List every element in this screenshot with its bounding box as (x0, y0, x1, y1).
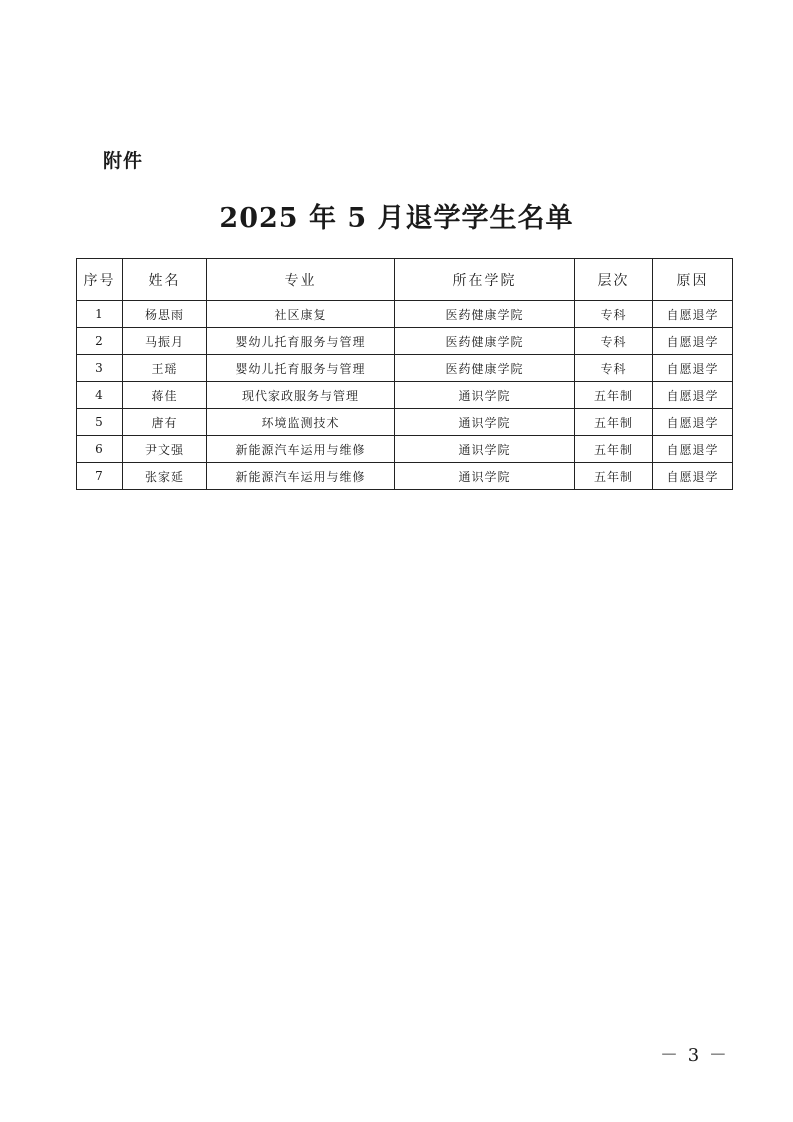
table-header-row (77, 259, 733, 301)
cell-college: 通识学院 (395, 463, 575, 490)
table-row (77, 463, 733, 490)
cell-level: 专科 (575, 328, 653, 355)
cell-name: 尹文强 (123, 436, 207, 463)
cell-reason: 自愿退学 (653, 409, 733, 436)
cell-reason: 自愿退学 (653, 301, 733, 328)
cell-index: 4 (77, 382, 123, 409)
cell-college: 通识学院 (395, 382, 575, 409)
cell-level: 五年制 (575, 436, 653, 463)
cell-college: 医药健康学院 (395, 301, 575, 328)
cell-major: 现代家政服务与管理 (207, 382, 395, 409)
cell-level: 五年制 (575, 463, 653, 490)
cell-level: 专科 (575, 301, 653, 328)
cell-name: 马振月 (123, 328, 207, 355)
cell-name: 唐有 (123, 409, 207, 436)
cell-major: 婴幼儿托育服务与管理 (207, 355, 395, 382)
cell-reason: 自愿退学 (653, 382, 733, 409)
cell-name: 王瑶 (123, 355, 207, 382)
cell-reason: 自愿退学 (653, 355, 733, 382)
attachment-label: 附件 (103, 150, 144, 172)
table-row (77, 355, 733, 382)
cell-index: 6 (77, 436, 123, 463)
cell-major: 婴幼儿托育服务与管理 (207, 328, 395, 355)
table-row (77, 328, 733, 355)
cell-index: 7 (77, 463, 123, 490)
cell-major: 新能源汽车运用与维修 (207, 436, 395, 463)
header-index: 序号 (77, 259, 123, 301)
cell-major: 环境监测技术 (207, 409, 395, 436)
cell-index: 5 (77, 409, 123, 436)
header-reason: 原因 (653, 259, 733, 301)
table-row (77, 436, 733, 463)
cell-college: 医药健康学院 (395, 355, 575, 382)
withdrawal-table (76, 258, 733, 490)
cell-major: 社区康复 (207, 301, 395, 328)
cell-index: 2 (77, 328, 123, 355)
table-row (77, 301, 733, 328)
cell-index: 1 (77, 301, 123, 328)
header-level: 层次 (575, 259, 653, 301)
header-college: 所在学院 (395, 259, 575, 301)
table-row (77, 409, 733, 436)
cell-name: 张家延 (123, 463, 207, 490)
table-row (77, 382, 733, 409)
cell-college: 通识学院 (395, 409, 575, 436)
cell-college: 通识学院 (395, 436, 575, 463)
document-title: 2025 年 5 月退学学生名单 (219, 203, 574, 234)
cell-college: 医药健康学院 (395, 328, 575, 355)
cell-reason: 自愿退学 (653, 436, 733, 463)
cell-reason: 自愿退学 (653, 328, 733, 355)
cell-reason: 自愿退学 (653, 463, 733, 490)
cell-major: 新能源汽车运用与维修 (207, 463, 395, 490)
cell-level: 五年制 (575, 409, 653, 436)
cell-level: 专科 (575, 355, 653, 382)
cell-name: 蒋佳 (123, 382, 207, 409)
cell-index: 3 (77, 355, 123, 382)
cell-level: 五年制 (575, 382, 653, 409)
cell-name: 杨思雨 (123, 301, 207, 328)
header-major: 专业 (207, 259, 395, 301)
page-number: － 3 － (660, 1045, 729, 1066)
header-name: 姓名 (123, 259, 207, 301)
